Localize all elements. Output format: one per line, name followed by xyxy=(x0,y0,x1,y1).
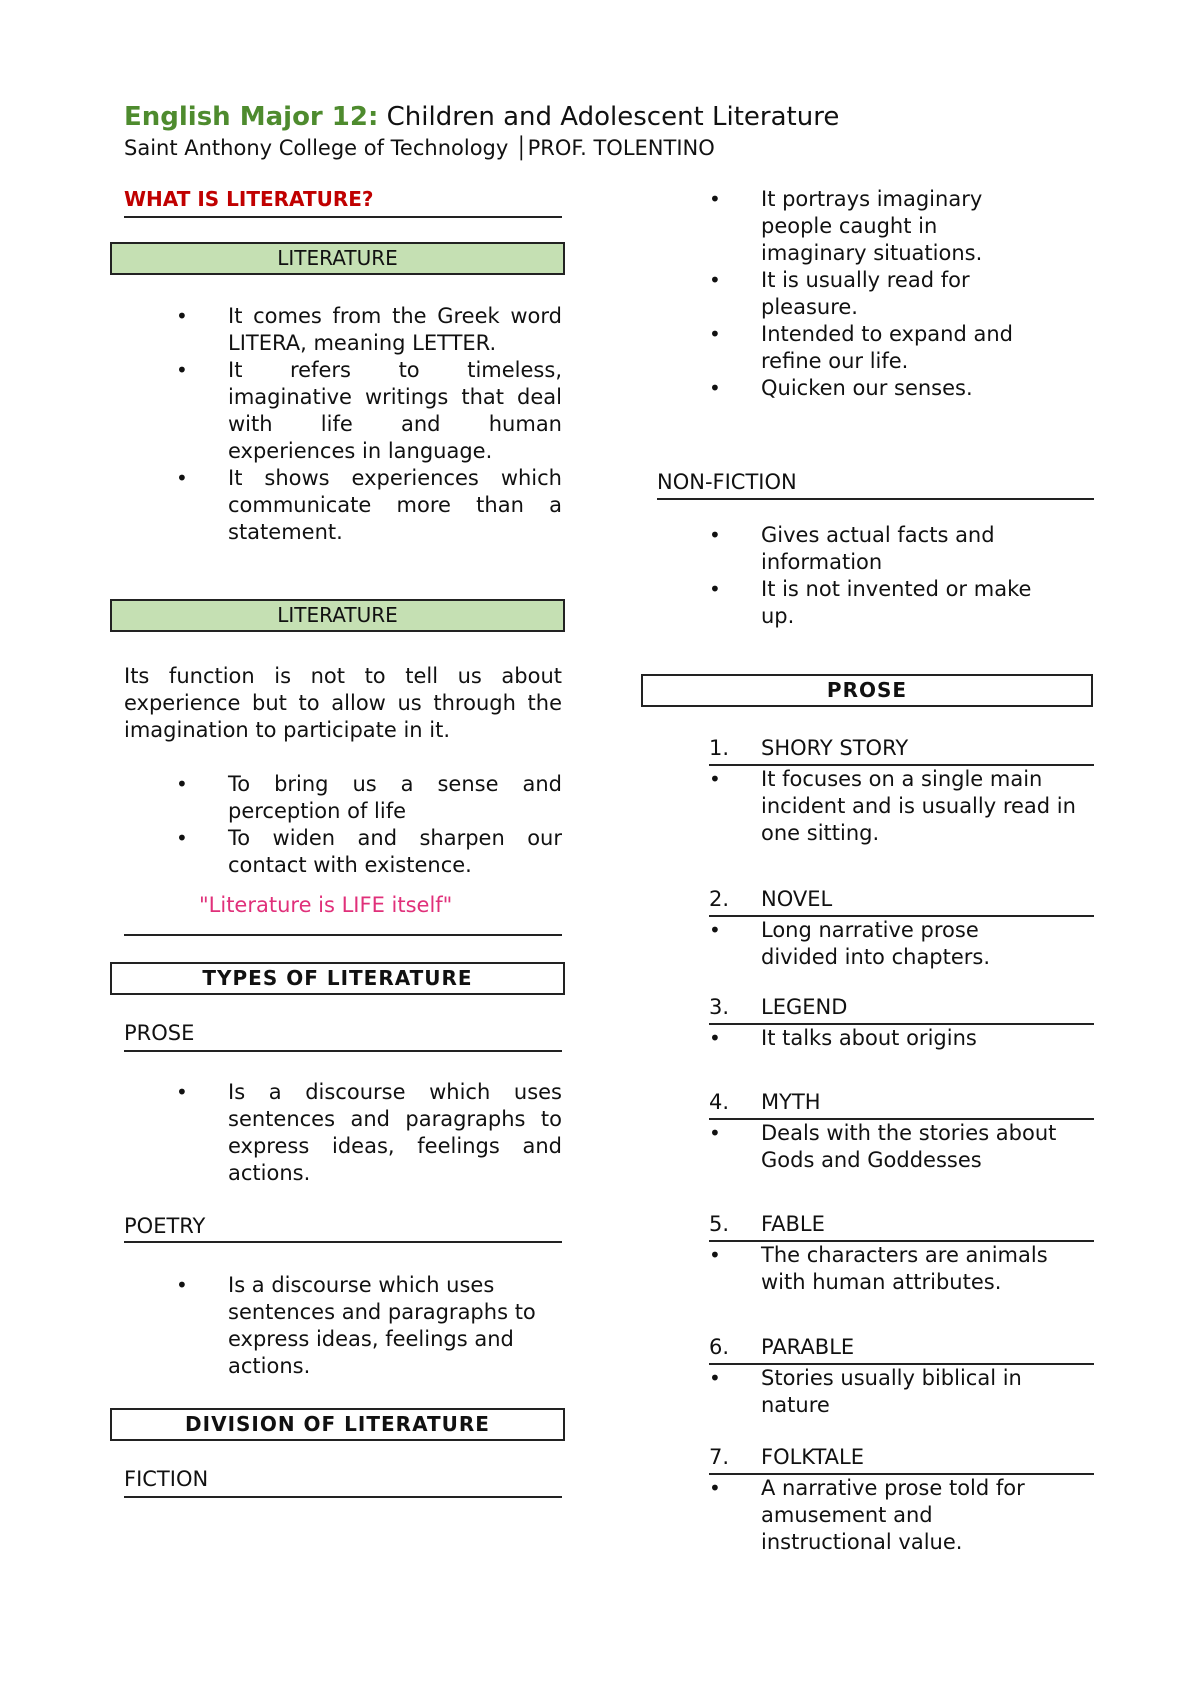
prose-item-title xyxy=(709,886,832,913)
types-of-literature-box: TYPES OF LITERATURE xyxy=(110,962,565,995)
bullet-text: It focuses on a single main incident and is usually read in one sitting. xyxy=(761,767,1076,845)
poetry-label: POETRY xyxy=(124,1214,206,1238)
header-title xyxy=(124,100,839,134)
bullet-text: Is a discourse which uses sentences and paragraphs to express ideas, feelings and actions. xyxy=(228,1080,562,1185)
bullet-text: The characters are animals with human attributes. xyxy=(761,1243,1048,1294)
literature-bullets-1 xyxy=(176,303,562,546)
bullet-text: It shows experiences which communicate more than a statement. xyxy=(228,466,562,544)
bullet-text: A narrative prose told for amusement and instructional value. xyxy=(761,1476,1025,1554)
section-heading-what-is-literature: WHAT IS LITERATURE? xyxy=(124,187,374,211)
prose-item-desc xyxy=(709,917,1039,971)
prose-item-desc xyxy=(709,1365,1044,1419)
list-item xyxy=(709,1025,1089,1052)
bullet-text: It refers to timeless, imaginative writings that deal with life and human experiences in language. xyxy=(228,358,562,463)
prose-item-desc xyxy=(709,766,1089,847)
prose-item-title xyxy=(709,735,908,762)
list-item xyxy=(709,766,1089,847)
item-title: NOVEL xyxy=(761,887,833,911)
item-number: 5. xyxy=(709,1212,730,1236)
list-item xyxy=(176,303,562,357)
prose-box: PROSE xyxy=(641,674,1093,707)
prose-item-desc xyxy=(709,1025,1089,1052)
list-item xyxy=(709,1120,1094,1174)
bullet-text: Deals with the stories about Gods and Goddesses xyxy=(761,1121,1057,1172)
list-item xyxy=(176,357,562,465)
prose-item-title xyxy=(709,994,847,1021)
bullet-text: Stories usually biblical in nature xyxy=(761,1366,1022,1417)
bullet-text: Gives actual facts and information xyxy=(761,523,995,574)
bullet-text: It comes from the Greek word LITERA, meaning LETTER. xyxy=(228,304,562,355)
list-item xyxy=(709,917,1039,971)
item-title: LEGEND xyxy=(761,995,848,1019)
school-line: Saint Anthony College of Technology │PROF. TOLENTINO xyxy=(124,136,715,160)
prose-item-title xyxy=(709,1089,821,1116)
prose-label: PROSE xyxy=(124,1021,195,1045)
bullet-text: It talks about origins xyxy=(761,1026,977,1050)
literature-quote: "Literature is LIFE itself" xyxy=(199,893,453,917)
nonfiction-bullets xyxy=(709,522,1039,630)
item-number: 4. xyxy=(709,1090,730,1114)
bullet-text: Intended to expand and refine our life. xyxy=(761,322,1013,373)
function-paragraph: Its function is not to tell us about experience but to allow us through the imagination to participate in it. xyxy=(124,664,562,742)
fiction-label: FICTION xyxy=(124,1467,209,1491)
item-title: MYTH xyxy=(761,1090,821,1114)
divider xyxy=(657,498,1094,500)
list-item xyxy=(709,375,1034,402)
item-number: 6. xyxy=(709,1335,730,1359)
literature-box-2: LITERATURE xyxy=(110,599,565,632)
division-of-literature-box: DIVISION OF LITERATURE xyxy=(110,1408,565,1441)
list-item xyxy=(176,771,562,825)
divider xyxy=(124,1050,562,1052)
bullet-text: Long narrative prose divided into chapters. xyxy=(761,918,991,969)
list-item xyxy=(709,321,1034,375)
item-title: FABLE xyxy=(761,1212,825,1236)
prose-item-desc xyxy=(709,1120,1094,1174)
item-number: 2. xyxy=(709,887,730,911)
bullet-text: To widen and sharpen our contact with existence. xyxy=(228,826,562,877)
course-code: English Major 12: xyxy=(124,102,379,132)
item-title: SHORY STORY xyxy=(761,736,909,760)
prose-item-desc xyxy=(709,1242,1094,1296)
item-number: 1. xyxy=(709,736,730,760)
list-item xyxy=(709,1365,1044,1419)
bullet-text: It portrays imaginary people caught in imaginary situations. xyxy=(761,187,983,265)
list-item xyxy=(176,1272,546,1380)
prose-item-title xyxy=(709,1334,854,1361)
list-item xyxy=(176,465,562,546)
bullet-text: To bring us a sense and perception of life xyxy=(228,772,562,823)
divider xyxy=(124,934,562,936)
list-item xyxy=(709,1475,1054,1556)
prose-item-title xyxy=(709,1211,825,1238)
poetry-bullets xyxy=(176,1272,546,1380)
course-subject: Children and Adolescent Literature xyxy=(378,102,840,132)
list-item xyxy=(709,267,1034,321)
bullet-text: It is usually read for pleasure. xyxy=(761,268,970,319)
list-item xyxy=(176,825,562,879)
bullet-text: Is a discourse which uses sentences and paragraphs to express ideas, feelings and actions. xyxy=(228,1273,536,1378)
list-item xyxy=(709,186,1034,267)
list-item xyxy=(176,1079,562,1187)
prose-bullets xyxy=(176,1079,562,1187)
nonfiction-label: NON-FICTION xyxy=(657,470,797,494)
fiction-bullets xyxy=(709,186,1034,402)
item-number: 3. xyxy=(709,995,730,1019)
prose-item-title xyxy=(709,1444,864,1471)
item-number: 7. xyxy=(709,1445,730,1469)
item-title: FOLKTALE xyxy=(761,1445,864,1469)
divider xyxy=(124,1496,562,1498)
function-bullets xyxy=(176,771,562,879)
item-title: PARABLE xyxy=(761,1335,855,1359)
list-item xyxy=(709,1242,1094,1296)
prose-item-desc xyxy=(709,1475,1054,1556)
document-header xyxy=(124,100,839,162)
bullet-text: Quicken our senses. xyxy=(761,376,973,400)
list-item xyxy=(709,576,1039,630)
list-item xyxy=(709,522,1039,576)
literature-box-1: LITERATURE xyxy=(110,242,565,275)
bullet-text: It is not invented or make up. xyxy=(761,577,1032,628)
divider xyxy=(124,1241,562,1243)
divider xyxy=(124,216,562,218)
